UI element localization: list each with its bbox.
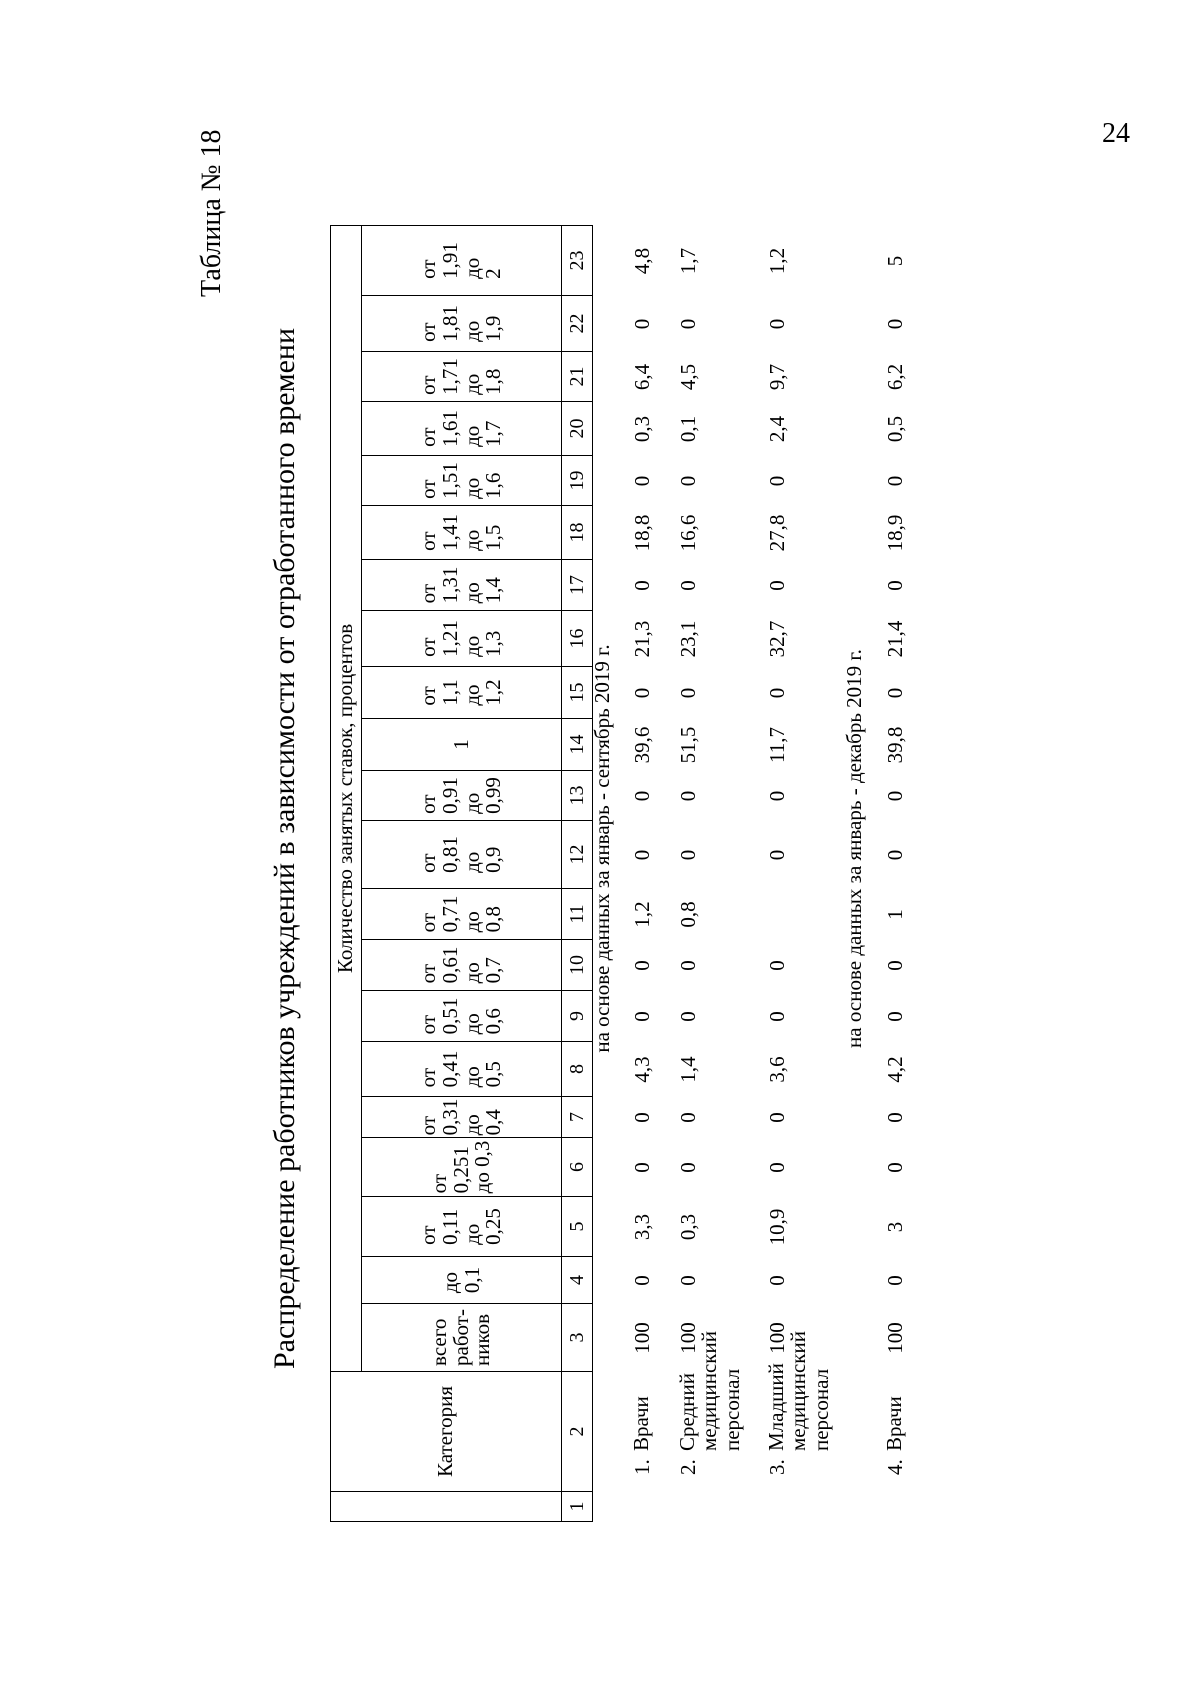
table-cell: 3 xyxy=(883,1221,907,1233)
table-cell: 16,6 xyxy=(676,514,700,552)
header-range-14: от 1,31 до 1,4 xyxy=(362,560,562,611)
table-cell: 0 xyxy=(676,960,700,971)
table-cell: 0 xyxy=(676,580,700,591)
table-cell: 0 xyxy=(765,849,789,861)
table-cell: 0 xyxy=(883,475,907,487)
header-category: Категория xyxy=(331,1372,562,1492)
table-cell: 3,6 xyxy=(765,1056,789,1083)
row-index: 3. xyxy=(765,1459,789,1475)
header-range-6: от 0,51 до 0,6 xyxy=(362,991,562,1042)
table-cell: 2,4 xyxy=(765,415,789,443)
table-cell: 0,3 xyxy=(630,415,654,443)
header-range-17: от 1,61 до 1,7 xyxy=(362,402,562,456)
table-cell: 0 xyxy=(630,790,654,802)
table-cell: 0 xyxy=(765,318,789,330)
column-number-18: 18 xyxy=(562,506,593,560)
header-range-15: от 1,41 до 1,5 xyxy=(362,506,562,560)
row-index: 2. xyxy=(676,1459,700,1475)
table-cell: 21,3 xyxy=(630,620,654,658)
header-range-13: от 1,21 до 1,3 xyxy=(362,611,562,667)
table-cell: 0 xyxy=(630,475,654,487)
header-row-numbers xyxy=(562,226,593,1522)
column-number-7: 7 xyxy=(562,1097,593,1138)
table-cell: 0 xyxy=(630,960,654,971)
column-number-3: 3 xyxy=(562,1304,593,1372)
table-cell: 0 xyxy=(765,580,789,591)
table-cell: 0 xyxy=(630,1275,654,1286)
header-range-20: от 1,91 до 2 xyxy=(362,226,562,296)
section-label: на основе данных за январь - сентябрь 2019 г. xyxy=(590,644,614,1053)
table-cell: 4,2 xyxy=(883,1056,907,1083)
table-cell: 1,7 xyxy=(676,247,700,275)
table-cell: 100 xyxy=(765,1322,789,1354)
table-cell: 0 xyxy=(630,1011,654,1022)
table-cell: 0 xyxy=(765,475,789,487)
table-cell: 0,5 xyxy=(883,415,907,443)
table-cell: 0 xyxy=(765,1011,789,1022)
table-cell: 0 xyxy=(630,580,654,591)
table-cell: 0 xyxy=(765,960,789,971)
header-total-workers: всего работ- ников xyxy=(362,1304,562,1372)
column-number-19: 19 xyxy=(562,456,593,506)
table-cell: 0,8 xyxy=(676,901,700,928)
table-cell: 0 xyxy=(630,687,654,699)
table-cell: 39,8 xyxy=(883,726,907,764)
header-range-16: от 1,51 до 1,6 xyxy=(362,456,562,506)
column-number-20: 20 xyxy=(562,402,593,456)
document-title: Распределение работников учреждений в зависимости от отработанного времени xyxy=(268,327,301,1370)
table-cell: 0 xyxy=(676,1275,700,1286)
header-range-11: 1 xyxy=(362,719,562,771)
table-cell: 0 xyxy=(765,1112,789,1123)
table-cell: 0 xyxy=(883,1112,907,1123)
table-cell: 21,4 xyxy=(883,620,907,658)
row-category: Средний медицинский персонал xyxy=(675,1331,744,1451)
table-cell: 0 xyxy=(883,790,907,802)
header-row-columns xyxy=(362,226,562,1522)
column-number-14: 14 xyxy=(562,719,593,771)
table-cell: 0 xyxy=(883,1011,907,1022)
table-cell: 0 xyxy=(676,1112,700,1123)
column-number-21: 21 xyxy=(562,352,593,402)
column-number-6: 6 xyxy=(562,1138,593,1197)
table-cell: 0 xyxy=(676,790,700,802)
column-number-1: 1 xyxy=(562,1492,593,1522)
table-cell: 0 xyxy=(765,687,789,699)
table-cell: 0 xyxy=(883,687,907,699)
table-cell: 1 xyxy=(883,909,907,920)
table-cell: 0 xyxy=(676,475,700,487)
header-index-cell xyxy=(331,1492,562,1522)
table-cell: 27,8 xyxy=(765,514,789,552)
table-cell: 10,9 xyxy=(765,1208,789,1246)
table-cell: 0 xyxy=(630,1112,654,1123)
header-range-5: от 0,41 до 0,5 xyxy=(362,1042,562,1097)
column-number-9: 9 xyxy=(562,991,593,1042)
table-cell: 1,2 xyxy=(765,247,789,275)
row-index: 4. xyxy=(883,1459,907,1475)
header-range-2: от 0,11 до 0,25 xyxy=(362,1197,562,1257)
table-cell: 3,3 xyxy=(630,1213,654,1241)
row-category: Младший медицинский персонал xyxy=(764,1331,833,1451)
header-group: Количество занятых ставок, процентов xyxy=(331,226,362,1372)
column-number-16: 16 xyxy=(562,611,593,667)
column-number-10: 10 xyxy=(562,940,593,991)
table-cell: 9,7 xyxy=(765,363,789,391)
header-range-7: от 0,61 до 0,7 xyxy=(362,940,562,991)
table-cell: 0 xyxy=(630,318,654,330)
table-cell: 0 xyxy=(676,687,700,699)
distribution-table xyxy=(330,225,593,1522)
column-number-13: 13 xyxy=(562,771,593,821)
row-category: Врачи xyxy=(882,1396,906,1451)
table-cell: 11,7 xyxy=(765,727,789,763)
header-row-top xyxy=(331,226,362,1522)
header-range-9: от 0,81 до 0,9 xyxy=(362,821,562,889)
section-label: на основе данных за январь - декабрь 2019 г. xyxy=(842,649,866,1048)
column-number-17: 17 xyxy=(562,560,593,611)
row-index: 1. xyxy=(630,1459,654,1475)
table-cell: 100 xyxy=(630,1322,654,1354)
column-number-22: 22 xyxy=(562,296,593,352)
table-cell: 0 xyxy=(676,318,700,330)
table-cell: 0 xyxy=(676,1162,700,1173)
table-cell: 1,4 xyxy=(676,1056,700,1083)
table-cell: 0 xyxy=(630,849,654,861)
table-cell: 0 xyxy=(765,790,789,802)
table-cell: 4,8 xyxy=(630,247,654,275)
header-range-8: от 0,71 до 0,8 xyxy=(362,889,562,940)
table-cell: 0,1 xyxy=(676,415,700,443)
column-number-11: 11 xyxy=(562,889,593,940)
table-cell: 0 xyxy=(630,1162,654,1173)
column-number-12: 12 xyxy=(562,821,593,889)
table-cell: 0 xyxy=(676,849,700,861)
header-range-18: от 1,71 до 1,8 xyxy=(362,352,562,402)
page-number: 24 xyxy=(1102,118,1130,149)
table-cell: 32,7 xyxy=(765,620,789,658)
table-cell: 1,2 xyxy=(630,901,654,928)
table-cell: 0 xyxy=(765,1162,789,1173)
table-cell: 100 xyxy=(883,1322,907,1354)
column-number-2: 2 xyxy=(562,1372,593,1492)
table-cell: 100 xyxy=(676,1322,700,1354)
table-cell: 23,1 xyxy=(676,620,700,658)
column-number-4: 4 xyxy=(562,1257,593,1304)
column-number-8: 8 xyxy=(562,1042,593,1097)
table-cell: 18,9 xyxy=(883,514,907,552)
header-range-3: от 0,251 до 0,3 xyxy=(362,1138,562,1197)
table-number: Таблица № 18 xyxy=(196,129,227,297)
table-cell: 0 xyxy=(883,318,907,330)
table-cell: 0 xyxy=(883,580,907,591)
header-range-10: от 0,91 до 0,99 xyxy=(362,771,562,821)
table-cell: 0 xyxy=(883,1275,907,1286)
table-cell: 0 xyxy=(765,1275,789,1286)
header-range-1: до 0,1 xyxy=(362,1257,562,1304)
header-range-19: от 1,81 до 1,9 xyxy=(362,296,562,352)
table-cell: 0 xyxy=(883,960,907,971)
table-cell: 4,3 xyxy=(630,1056,654,1083)
table-cell: 0 xyxy=(883,849,907,861)
header-range-4: от 0,31 до 0,4 xyxy=(362,1097,562,1138)
column-number-5: 5 xyxy=(562,1197,593,1257)
table-cell: 0 xyxy=(883,1162,907,1173)
row-category: Врачи xyxy=(629,1396,653,1451)
column-number-15: 15 xyxy=(562,667,593,719)
header-range-12: от 1,1 до 1,2 xyxy=(362,667,562,719)
table-cell: 4,5 xyxy=(676,363,700,391)
table-cell: 6,4 xyxy=(630,363,654,391)
column-number-23: 23 xyxy=(562,226,593,296)
table-cell: 18,8 xyxy=(630,514,654,552)
table-cell: 51,5 xyxy=(676,726,700,764)
table-cell: 6,2 xyxy=(883,363,907,391)
table-cell: 5 xyxy=(883,255,907,267)
table-cell: 0,3 xyxy=(676,1213,700,1241)
table-cell: 0 xyxy=(676,1011,700,1022)
table-cell: 39,6 xyxy=(630,726,654,764)
